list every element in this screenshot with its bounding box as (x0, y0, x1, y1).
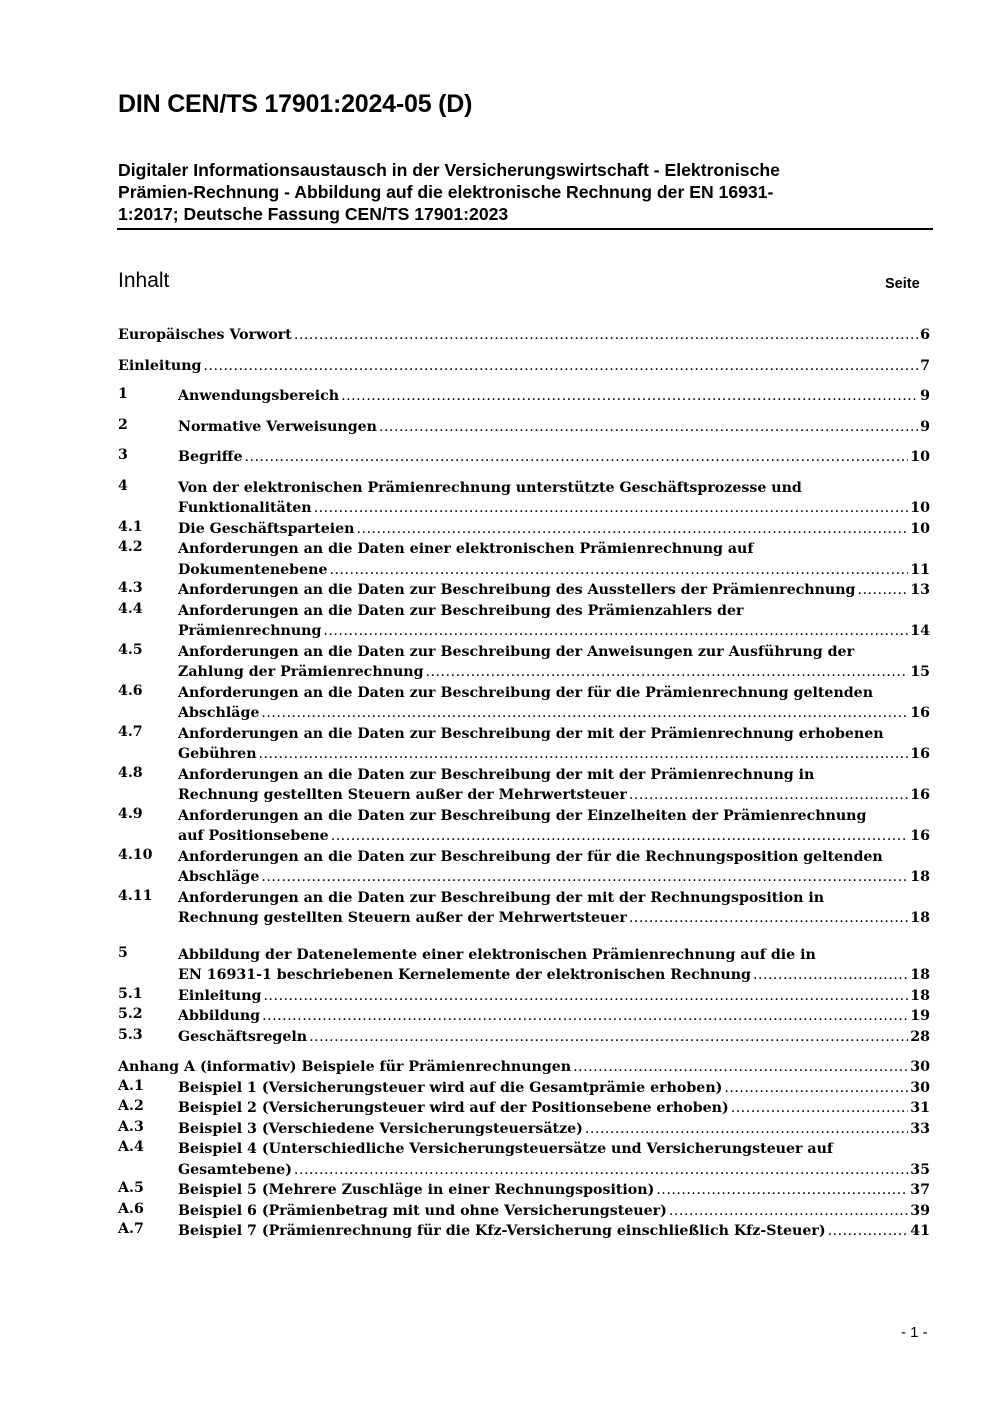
toc-entry-title: Abbildung der Datenelemente einer elektronischen Prämienrechnung auf die in (178, 946, 816, 963)
toc-leader-dots (379, 417, 918, 438)
toc-leader-dots (314, 498, 909, 519)
toc-entry-body (118, 1027, 930, 1048)
toc-heading: Inhalt (118, 269, 170, 292)
toc-entry-body (118, 683, 930, 724)
toc-entry-title: Anforderungen an die Daten zur Beschreibung der mit der Prämienrechnung erhobenen (178, 725, 884, 742)
toc-entry-body (118, 765, 930, 806)
toc-entry-line (178, 1027, 930, 1048)
toc-entry[interactable] (118, 601, 930, 642)
toc-entry-title: Beispiel 4 (Unterschiedliche Versicherungsteuersätze und Versicherungsteuer auf (178, 1141, 834, 1157)
toc-entry-page: 9 (920, 388, 930, 404)
toc-entry-page: 10 (910, 449, 930, 465)
toc-entry-title: Beispiel 2 (Versicherungsteuer wird auf der Positionsebene erhoben) (178, 1100, 729, 1116)
toc-leader-dots (309, 1027, 908, 1048)
toc-entry-body (118, 888, 930, 929)
toc-entry-title: auf Positionsebene (178, 828, 329, 844)
toc-entry-page: 7 (920, 357, 930, 374)
toc-entry[interactable] (118, 1006, 930, 1027)
title-divider (117, 228, 933, 230)
toc-entry-line (178, 386, 930, 407)
toc-entry[interactable] (118, 724, 930, 765)
toc-entry-page: 41 (910, 1223, 930, 1239)
toc-entry-line (178, 1078, 930, 1099)
toc-leader-dots (426, 662, 909, 683)
toc-entry-line (118, 356, 930, 377)
title-line: Digitaler Informationsaustausch in der Versicherungswirtschaft - Elektronische (118, 160, 780, 180)
toc-entry-page: 35 (910, 1161, 930, 1178)
toc-leader-dots (629, 785, 908, 806)
toc-entry-page: 19 (910, 1008, 930, 1024)
toc-entry-body (118, 986, 930, 1007)
toc-entry-title: Anforderungen an die Daten zur Beschreibung der Einzelheiten der Prämienrechnung (178, 807, 867, 824)
toc-entry-title: Anforderungen an die Daten zur Beschreibung des Prämienzahlers der (178, 602, 744, 619)
toc-entry-number: A.2 (118, 1098, 144, 1114)
toc-entry-body (118, 519, 930, 540)
toc-entry[interactable] (118, 1180, 930, 1201)
toc-entry-line (178, 986, 930, 1007)
toc-entry[interactable] (118, 478, 930, 519)
toc-entry-line (178, 724, 930, 745)
toc-entry-body (118, 1180, 930, 1201)
toc-entry[interactable] (118, 806, 930, 847)
title-line: 1:2017; Deutsche Fassung CEN/TS 17901:2023 (118, 204, 509, 224)
toc-entry-number: A.1 (118, 1077, 144, 1094)
toc-entry-title: Beispiel 6 (Prämienbetrag mit und ohne Versicherungsteuer) (178, 1202, 667, 1219)
toc-entry-line (178, 539, 930, 560)
toc-entry[interactable] (118, 356, 930, 377)
toc-entry-number: A.7 (118, 1221, 144, 1237)
toc-entry-title: Beispiel 1 (Versicherungsteuer wird auf die Gesamtprämie erhoben) (178, 1079, 723, 1096)
toc-entry-body (118, 580, 930, 601)
toc-entry-title: Anforderungen an die Daten zur Beschreibung der mit der Rechnungsposition in (178, 889, 825, 906)
toc-entry[interactable] (118, 1098, 930, 1119)
toc-entry-title: Begriffe (178, 449, 243, 465)
toc-leader-dots (263, 986, 908, 1007)
toc-leader-dots (294, 1160, 908, 1181)
toc-entry-page: 6 (920, 327, 930, 343)
toc-entry-line (178, 1006, 930, 1027)
toc-entry-page: 18 (910, 967, 930, 983)
toc-entry-title: Anforderungen an die Daten einer elektronischen Prämienrechnung auf (178, 541, 754, 557)
toc-entry-page: 39 (910, 1202, 930, 1219)
toc-entry-line (178, 560, 930, 581)
toc-leader-dots (323, 621, 908, 642)
toc-entry-line (178, 1119, 930, 1140)
toc-entry-number: A.4 (118, 1139, 144, 1155)
toc-entry-line (178, 478, 930, 499)
toc-entry-number: 3 (118, 447, 128, 463)
toc-entry-body (118, 386, 930, 407)
toc-entry-body (118, 847, 930, 888)
toc-entry-line (178, 498, 930, 519)
toc-entry-title: Anhang A (informativ) Beispiele für Prämienrechnungen (118, 1059, 572, 1075)
toc-entry-body (118, 1006, 930, 1027)
toc-entry-number: 4.4 (118, 600, 143, 617)
toc-entry-title: Gebühren (178, 746, 257, 762)
toc-entry-line (178, 1098, 930, 1119)
toc-entry-page: 14 (910, 623, 930, 639)
toc-entry-line (178, 744, 930, 765)
toc-entry-page: 16 (910, 787, 930, 803)
toc-entry-body (118, 1098, 930, 1119)
toc-entry[interactable] (118, 683, 930, 724)
toc-entry-title: Anforderungen an die Daten zur Beschreibung des Ausstellers der Prämienrechnung (178, 582, 856, 598)
title-line: Prämien-Rechnung - Abbildung auf die elektronische Rechnung der EN 16931- (118, 182, 774, 202)
toc-leader-dots (294, 325, 918, 346)
toc-entry-line (178, 847, 930, 868)
toc-entry-number: 4.2 (118, 539, 143, 555)
toc-entry-number: 2 (118, 416, 128, 433)
table-of-contents (118, 325, 930, 1242)
toc-entry-body (118, 447, 930, 468)
toc-entry-title: Anforderungen an die Daten zur Beschreibung der für die Rechnungsposition geltenden (178, 848, 883, 865)
toc-entry[interactable] (118, 847, 930, 888)
toc-entry-line (178, 765, 930, 786)
toc-entry-page: 16 (910, 705, 930, 721)
toc-entry-body (118, 1221, 930, 1242)
toc-entry-number: 4.7 (118, 723, 143, 740)
toc-entry-title: Anforderungen an die Daten zur Beschreibung der Anweisungen zur Ausführung der (178, 643, 855, 660)
toc-entry-title: Beispiel 3 (Verschiedene Versicherungsteuersätze) (178, 1120, 583, 1137)
toc-entry[interactable] (118, 1139, 930, 1180)
toc-entry[interactable] (118, 945, 930, 986)
toc-entry-number: 4 (118, 477, 128, 494)
toc-entry[interactable] (118, 580, 930, 601)
toc-page-column-label: Seite (885, 276, 920, 292)
toc-entry[interactable] (118, 417, 930, 438)
toc-entry-line (178, 1201, 930, 1222)
toc-entry-line (178, 965, 930, 986)
toc-entry-title: Gesamtebene) (178, 1161, 292, 1178)
toc-entry-title: Rechnung gestellten Steuern außer der Mehrwertsteuer (178, 787, 627, 803)
toc-entry-title: Von der elektronischen Prämienrechnung unterstützte Geschäftsprozesse und (178, 479, 802, 496)
toc-entry-title: Beispiel 5 (Mehrere Zuschläge in einer Rechnungsposition) (178, 1182, 655, 1198)
toc-entry[interactable] (118, 325, 930, 346)
toc-entry-line (178, 945, 930, 966)
toc-leader-dots (629, 908, 908, 929)
toc-entry-page: 30 (910, 1059, 930, 1075)
toc-entry-line (178, 1180, 930, 1201)
toc-entry-body (118, 1139, 930, 1180)
toc-entry-body (118, 1201, 930, 1222)
toc-leader-dots (669, 1201, 908, 1222)
toc-entry[interactable] (118, 447, 930, 468)
toc-entry-line (178, 662, 930, 683)
toc-entry-title: Beispiel 7 (Prämienrechnung für die Kfz-Versicherung einschließlich Kfz-Steuer) (178, 1223, 826, 1239)
toc-entry-page: 9 (920, 418, 930, 435)
toc-entry-line (178, 683, 930, 704)
toc-entry-line (178, 867, 930, 888)
toc-entry-page: 10 (910, 500, 930, 516)
toc-entry-page: 16 (910, 746, 930, 762)
toc-entry-page: 18 (910, 987, 930, 1004)
toc-entry-page: 18 (910, 910, 930, 926)
toc-entry-line (178, 519, 930, 540)
toc-leader-dots (244, 447, 908, 468)
toc-entry-line (118, 1057, 930, 1078)
toc-entry-title: Prämienrechnung (178, 623, 322, 639)
toc-entry-page: 10 (910, 520, 930, 537)
toc-entry-body (118, 1078, 930, 1099)
page-number: - 1 - (901, 1324, 928, 1341)
toc-entry-body (118, 601, 930, 642)
document-title (118, 159, 908, 225)
toc-entry-body (118, 1057, 930, 1078)
toc-entry-number: 4.9 (118, 805, 143, 822)
toc-entry-number: 1 (118, 386, 128, 402)
toc-leader-dots (356, 519, 908, 540)
toc-entry-page: 16 (910, 828, 930, 844)
toc-leader-dots (203, 356, 918, 377)
toc-entry-line (178, 888, 930, 909)
toc-entry-body (118, 1119, 930, 1140)
toc-entry-number: 4.1 (118, 518, 143, 535)
toc-leader-dots (261, 867, 908, 888)
toc-leader-dots (857, 580, 908, 601)
toc-entry[interactable] (118, 1119, 930, 1140)
toc-entry[interactable] (118, 642, 930, 683)
toc-leader-dots (753, 965, 908, 986)
toc-entry[interactable] (118, 539, 930, 580)
toc-leader-dots (341, 386, 918, 407)
toc-entry-line (178, 447, 930, 468)
document-id: DIN CEN/TS 17901:2024-05 (D) (118, 90, 473, 118)
toc-entry-title: Dokumentenebene (178, 561, 328, 578)
toc-entry[interactable] (118, 888, 930, 929)
toc-leader-dots (573, 1057, 908, 1078)
toc-entry[interactable] (118, 1221, 930, 1242)
toc-entry-line (178, 1221, 930, 1242)
toc-entry-page: 13 (910, 582, 930, 598)
toc-entry-page: 37 (910, 1182, 930, 1198)
toc-entry-body (118, 539, 930, 580)
toc-entry-number: 4.11 (118, 887, 153, 904)
toc-entry-body (118, 724, 930, 765)
toc-leader-dots (262, 1006, 908, 1027)
toc-entry[interactable] (118, 1201, 930, 1222)
toc-entry-number: 4.5 (118, 641, 143, 658)
toc-entry[interactable] (118, 986, 930, 1007)
toc-entry-line (178, 703, 930, 724)
toc-entry-title: Abschläge (178, 869, 260, 885)
toc-entry-line (178, 580, 930, 601)
toc-entry-number: 5 (118, 944, 128, 961)
toc-entry-line (178, 417, 930, 438)
toc-entry-number: 5.2 (118, 1006, 143, 1022)
toc-entry-title: Zahlung der Prämienrechnung (178, 664, 424, 680)
toc-entry-title: Einleitung (118, 357, 202, 374)
toc-entry-number: A.6 (118, 1200, 144, 1217)
toc-entry-line (178, 642, 930, 663)
toc-entry-title: Geschäftsregeln (178, 1028, 308, 1045)
toc-entry-title: Anforderungen an die Daten zur Beschreibung der für die Prämienrechnung geltenden (178, 684, 874, 701)
toc-entry-number: A.3 (118, 1118, 144, 1135)
toc-entry-line (178, 826, 930, 847)
toc-entry-title: Anforderungen an die Daten zur Beschreibung der mit der Prämienrechnung in (178, 766, 815, 783)
toc-leader-dots (585, 1119, 908, 1140)
toc-entry[interactable] (118, 1057, 930, 1078)
toc-leader-dots (656, 1180, 908, 1201)
toc-entry-title: Normative Verweisungen (178, 418, 377, 435)
toc-entry-page: 30 (910, 1079, 930, 1096)
toc-entry-title: Funktionalitäten (178, 500, 312, 516)
toc-entry[interactable] (118, 519, 930, 540)
toc-entry-title: Europäisches Vorwort (118, 327, 292, 343)
toc-entry-number: 4.6 (118, 682, 143, 699)
toc-entry-title: Einleitung (178, 987, 262, 1004)
toc-entry-page: 33 (910, 1120, 930, 1137)
toc-entry-title: Abschläge (178, 705, 260, 721)
toc-entry[interactable] (118, 386, 930, 407)
toc-leader-dots (731, 1098, 909, 1119)
toc-entry-title: Rechnung gestellten Steuern außer der Mehrwertsteuer (178, 910, 627, 926)
toc-entry-page: 28 (910, 1028, 930, 1045)
toc-entry-title: EN 16931-1 beschriebenen Kernelemente der elektronischen Rechnung (178, 967, 751, 983)
toc-leader-dots (724, 1078, 908, 1099)
toc-entry-number: 5.3 (118, 1026, 143, 1043)
toc-entry-line (178, 601, 930, 622)
toc-entry-number: 4.8 (118, 764, 143, 781)
toc-entry-body (118, 417, 930, 438)
toc-entry-body (118, 478, 930, 519)
toc-entry-line (118, 325, 930, 346)
toc-entry-line (178, 1160, 930, 1181)
toc-entry-page: 11 (910, 561, 930, 578)
toc-entry-title: Abbildung (178, 1008, 261, 1024)
toc-entry-page: 18 (910, 869, 930, 885)
toc-entry-body (118, 945, 930, 986)
toc-entry-line (178, 908, 930, 929)
toc-leader-dots (331, 826, 909, 847)
toc-entry-body (118, 325, 930, 346)
toc-entry-number: 4.3 (118, 580, 143, 596)
toc-leader-dots (329, 560, 908, 581)
toc-entry-line (178, 1139, 930, 1160)
toc-leader-dots (828, 1221, 909, 1242)
toc-leader-dots (259, 744, 909, 765)
toc-entry-title: Anwendungsbereich (178, 388, 340, 404)
toc-entry-body (118, 356, 930, 377)
toc-entry-body (118, 806, 930, 847)
toc-entry-body (118, 642, 930, 683)
toc-entry-number: 5.1 (118, 985, 143, 1002)
toc-entry-line (178, 785, 930, 806)
toc-entry-number: A.5 (118, 1180, 144, 1196)
toc-entry-number: 4.10 (118, 846, 153, 863)
toc-entry-line (178, 621, 930, 642)
toc-entry-page: 31 (910, 1100, 930, 1116)
toc-entry[interactable] (118, 765, 930, 806)
toc-leader-dots (261, 703, 908, 724)
toc-entry-title: Die Geschäftsparteien (178, 520, 355, 537)
toc-entry[interactable] (118, 1078, 930, 1099)
toc-entry-line (178, 806, 930, 827)
toc-entry[interactable] (118, 1027, 930, 1048)
toc-entry-page: 15 (910, 664, 930, 680)
